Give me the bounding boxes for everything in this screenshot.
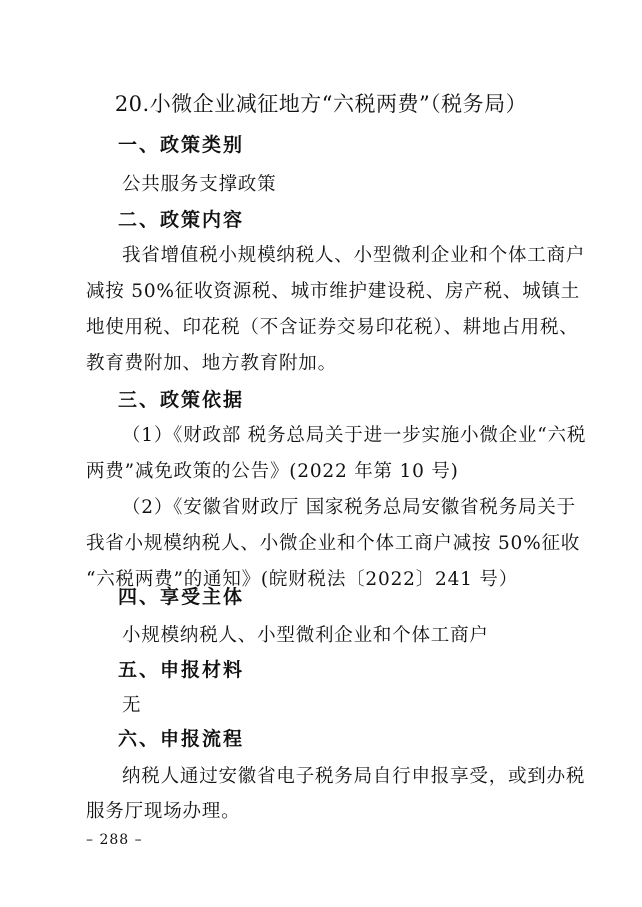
basis-line-3: （2）《安徽省财政厅 国家税务总局安徽省税务局关于 — [122, 497, 576, 518]
basis-line-4: 我省小规模纳税人、小微企业和个体工商户减按 50%征收 — [86, 533, 581, 554]
heading-process: 六、申报流程 — [118, 728, 245, 750]
heading-content: 二、政策内容 — [118, 209, 245, 231]
category-text: 公共服务支撑政策 — [122, 174, 277, 195]
basis-line-5: “六税两费”的通知》(皖财税法〔2022〕241 号） — [86, 569, 519, 590]
subject-text: 小规模纳税人、小型微利企业和个体工商户 — [122, 625, 489, 646]
heading-category: 一、政策类别 — [118, 134, 245, 156]
content-line-3: 地使用税、印花税（不含证券交易印花税）、耕地占用税、 — [86, 317, 579, 338]
content-line-4: 教育费附加、地方教育附加。 — [86, 353, 337, 374]
process-line-1: 纳税人通过安徽省电子税务局自行申报享受，或到办税 — [122, 766, 586, 787]
basis-line-1: （1）《财政部 税务总局关于进一步实施小微企业“六税 — [122, 425, 587, 446]
basis-line-2: 两费”减免政策的公告》(2022 年第 10 号) — [86, 461, 459, 482]
page-number: – 288 – — [86, 832, 143, 848]
materials-text: 无 — [122, 695, 142, 716]
heading-materials: 五、申报材料 — [118, 659, 245, 681]
process-line-2: 服务厅现场办理。 — [86, 801, 241, 822]
content-line-2: 减按 50%征收资源税、城市维护建设税、房产税、城镇土 — [86, 281, 581, 302]
heading-subject: 四、享受主体 — [118, 586, 245, 608]
content-line-1: 我省增值税小规模纳税人、小型微利企业和个体工商户 — [122, 245, 586, 266]
heading-basis: 三、政策依据 — [118, 389, 245, 411]
document-title: 20.小微企业减征地方“六税两费”（税务局） — [114, 92, 528, 116]
